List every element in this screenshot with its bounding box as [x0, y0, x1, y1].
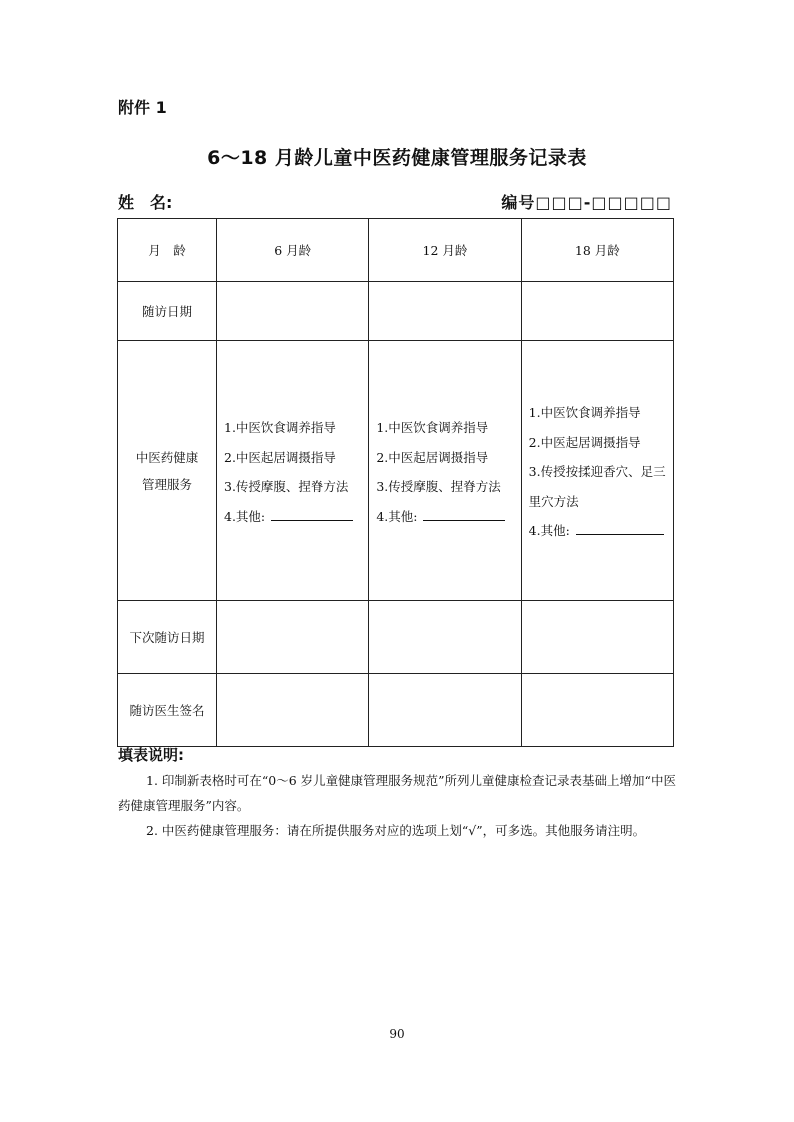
doctor-sign-cell-12-month[interactable]	[369, 674, 521, 747]
service-option[interactable]: 1.中医饮食调养指导	[224, 420, 336, 435]
service-option[interactable]: 1.中医饮食调养指导	[528, 405, 641, 421]
service-option[interactable]: 2.中医起居调摄指导	[528, 434, 641, 450]
table-row-visit-date	[118, 282, 674, 341]
age-header-label: 月 龄	[118, 219, 217, 282]
note-item: 2. 中医药健康管理服务：请在所提供服务对应的选项上划“√”，可多选。其他服务请注明。	[146, 823, 646, 838]
visit-date-cell-18-month[interactable]	[521, 282, 673, 341]
note-item: 1. 印制新表格时可在“0～6 岁儿童健康管理服务规范”所列儿童健康检查记录表基础上增加“中医药健康管理服务”内容。	[118, 773, 676, 813]
table-row-next-visit	[118, 601, 674, 674]
next-visit-cell-18-month[interactable]	[521, 601, 673, 674]
visit-date-cell-6-month[interactable]	[217, 282, 369, 341]
page-title: 6～18 月龄儿童中医药健康管理服务记录表	[207, 147, 587, 169]
next-visit-cell-12-month[interactable]	[369, 601, 521, 674]
column-header-6-month: 6 月龄	[217, 219, 369, 282]
name-field-label: 姓 名:	[118, 193, 173, 212]
table-row-tcm-service	[118, 341, 674, 601]
service-option-other[interactable]	[522, 516, 673, 546]
service-cell-18-month	[521, 341, 673, 601]
notes-title: 填表说明:	[118, 746, 184, 764]
tcm-service-label-line2: 管理服务	[141, 476, 192, 492]
next-visit-label: 下次随访日期	[118, 601, 217, 674]
record-table	[117, 218, 674, 747]
tcm-service-label	[118, 341, 217, 601]
attachment-label: 附件 1	[118, 98, 167, 117]
doctor-sign-label: 随访医生签名	[118, 674, 217, 747]
other-blank-line[interactable]	[423, 506, 505, 521]
service-cell-6-month	[217, 341, 369, 601]
other-blank-line[interactable]	[576, 520, 664, 535]
service-cell-12-month	[369, 341, 521, 601]
service-option[interactable]: 2.中医起居调摄指导	[224, 449, 336, 465]
service-option-other[interactable]	[217, 502, 368, 532]
visit-date-cell-12-month[interactable]	[369, 282, 521, 341]
service-option-other[interactable]	[369, 502, 520, 532]
other-blank-line[interactable]	[271, 506, 353, 521]
table-row-doctor-sign	[118, 674, 674, 747]
column-header-18-month: 18 月龄	[521, 219, 673, 282]
service-option[interactable]: 3.传授按揉迎香穴、足三里穴方法	[528, 464, 666, 509]
other-label: 4.其他:	[376, 508, 418, 524]
visit-date-label: 随访日期	[118, 282, 217, 341]
table-row-header	[118, 219, 674, 282]
service-option[interactable]: 2.中医起居调摄指导	[376, 449, 489, 465]
service-option[interactable]: 1.中医饮食调养指导	[376, 420, 489, 435]
tcm-service-label-line1: 中医药健康	[135, 449, 199, 465]
service-option[interactable]: 3.传授摩腹、捏脊方法	[224, 479, 349, 494]
number-field-label: 编号□□□-□□□□□	[501, 193, 672, 212]
doctor-sign-cell-6-month[interactable]	[217, 674, 369, 747]
page-number: 90	[389, 1027, 405, 1041]
next-visit-cell-6-month[interactable]	[217, 601, 369, 674]
doctor-sign-cell-18-month[interactable]	[521, 674, 673, 747]
other-label: 4.其他:	[528, 523, 570, 539]
other-label: 4.其他:	[224, 508, 266, 524]
service-option[interactable]: 3.传授摩腹、捏脊方法	[376, 479, 501, 494]
column-header-12-month: 12 月龄	[369, 219, 521, 282]
